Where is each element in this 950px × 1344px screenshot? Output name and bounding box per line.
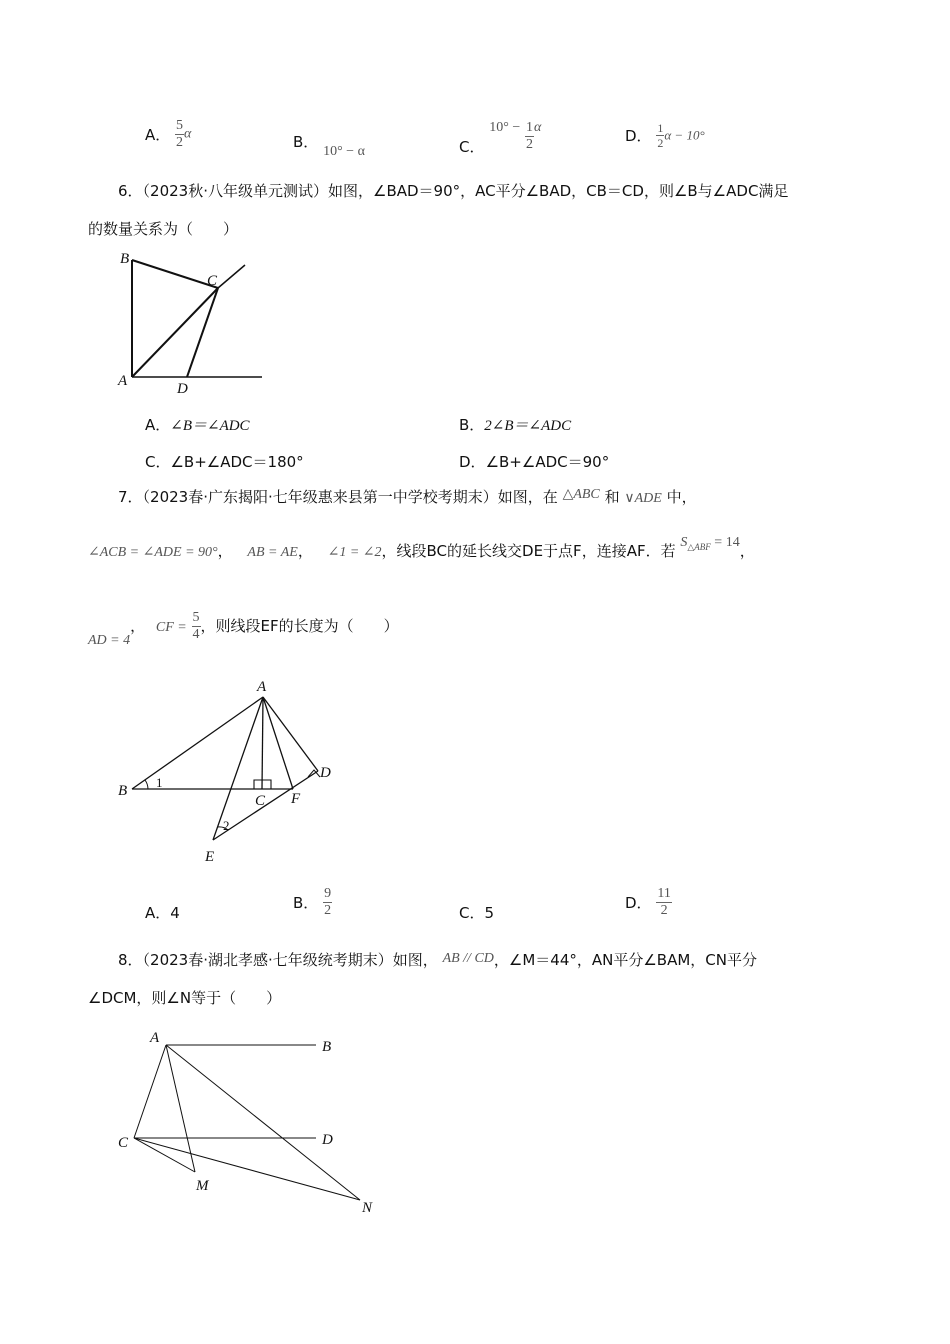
expression: 10° − α bbox=[323, 144, 365, 159]
q5-option-a[interactable] bbox=[145, 118, 191, 151]
q6-figure bbox=[110, 245, 280, 400]
fraction: $\frac{11}{2}$ bbox=[657, 886, 671, 918]
q6-option-b[interactable] bbox=[459, 414, 571, 435]
label-c: C bbox=[207, 273, 218, 289]
q6-option-d[interactable] bbox=[459, 451, 609, 472]
condition-ab-ae: AB = AE bbox=[247, 545, 298, 560]
label-c: C bbox=[118, 1135, 129, 1151]
q7-option-d[interactable] bbox=[625, 886, 672, 919]
question-source: （2023春·广东揭阳·七年级惠来县第一中学校考期末） bbox=[142, 488, 498, 506]
option-letter: A． bbox=[145, 904, 171, 922]
angle-1-label: 1 bbox=[156, 775, 163, 790]
option-text: 4 bbox=[170, 904, 180, 922]
option-letter: B． bbox=[459, 416, 485, 434]
area-expression: $S_{\triangle ABF} = 14$ bbox=[680, 535, 740, 552]
label-d: D bbox=[177, 381, 188, 397]
label-b: B bbox=[118, 783, 128, 799]
question-text: 中， bbox=[666, 488, 697, 506]
q7-option-b[interactable] bbox=[293, 886, 332, 919]
option-text: ∠B+∠ADC＝180° bbox=[170, 453, 304, 471]
label-c: C bbox=[255, 793, 266, 809]
question-number: 7． bbox=[118, 488, 143, 506]
question-source: （2023春·湖北孝感·七年级统考期末） bbox=[142, 951, 393, 969]
q7-option-c[interactable] bbox=[459, 902, 494, 923]
q5-option-c[interactable] bbox=[459, 120, 542, 156]
label-a: A bbox=[257, 679, 267, 695]
ad-length: AD = 4 bbox=[88, 633, 131, 648]
fraction: $\frac{9}{2}$ bbox=[324, 886, 332, 918]
question-text: 如图， bbox=[392, 951, 438, 969]
option-letter: B． bbox=[293, 894, 319, 912]
label-m: M bbox=[196, 1178, 209, 1194]
q7-stem-line1 bbox=[118, 486, 697, 507]
label-a: A bbox=[118, 373, 128, 389]
question-text: ，则线段EF的长度为（ ） bbox=[200, 617, 399, 635]
option-letter: A． bbox=[145, 416, 171, 434]
condition-angles: ∠ACB = ∠ADE = 90° bbox=[88, 545, 218, 560]
label-d: D bbox=[322, 1132, 333, 1148]
q6-stem-line1 bbox=[118, 180, 788, 201]
label-e: E bbox=[205, 849, 215, 865]
alpha: α bbox=[534, 120, 542, 135]
label-n: N bbox=[362, 1200, 373, 1216]
option-letter: C． bbox=[459, 138, 485, 156]
q7-stem-line3: AD = 4， CF = $\frac{5}{4}$ ，则线段EF的长度为（ ） bbox=[88, 610, 399, 648]
question-number: 8． bbox=[118, 951, 143, 969]
q6-stem-line2: 的数量关系为（ ） bbox=[88, 220, 239, 238]
option-letter: A． bbox=[145, 126, 171, 144]
fraction: $\frac{5}{4}$ bbox=[192, 610, 200, 642]
parallel-expr: AB // CD bbox=[442, 951, 494, 966]
label-d: D bbox=[320, 765, 331, 781]
q8-stem-line1 bbox=[118, 949, 757, 970]
option-letter: C． bbox=[459, 904, 485, 922]
fraction: $\frac{5}{2}$ bbox=[176, 118, 184, 150]
option-text: ∠B＝∠ADC bbox=[170, 418, 250, 434]
condition-angle12: ∠1 = ∠2 bbox=[327, 545, 382, 560]
question-text: 如图，在 bbox=[497, 488, 558, 506]
question-source: （2023秋·八年级单元测试） bbox=[142, 182, 328, 200]
q6-option-c[interactable] bbox=[145, 451, 304, 472]
fraction: $\frac{1}{2}$ bbox=[526, 120, 534, 152]
q8-figure bbox=[110, 1022, 380, 1222]
question-text: ，线段BC的延长线交DE于点F，连接AF．若 bbox=[381, 542, 676, 560]
option-letter: D． bbox=[625, 894, 652, 912]
q7-stem-line2: ∠ACB = ∠ADE = 90°， AB = AE， ∠1 = ∠2，线段BC的延长线交DE于点F，连接AF．若 $S_{\triangle ABF} = 14$， bbox=[88, 535, 755, 560]
triangle-ade: ∨ADE bbox=[624, 491, 662, 506]
label-a: A bbox=[150, 1030, 160, 1046]
option-letter: C． bbox=[145, 453, 171, 471]
expression: 10° − bbox=[489, 120, 521, 135]
question-text: 如图，∠BAD＝90°，AC平分∠BAD，CB＝CD，则∠B与∠ADC满足 bbox=[328, 182, 789, 200]
q7-option-a[interactable] bbox=[145, 902, 180, 923]
option-letter: D． bbox=[459, 453, 486, 471]
option-text: 5 bbox=[484, 904, 495, 922]
q5-option-d[interactable] bbox=[625, 121, 705, 150]
label-b: B bbox=[120, 251, 130, 267]
triangle-abc: △ABC bbox=[562, 487, 600, 502]
question-text: 和 bbox=[604, 488, 620, 506]
option-text: ∠B+∠ADC＝90° bbox=[485, 453, 610, 471]
label-b: B bbox=[322, 1039, 332, 1055]
question-number: 6． bbox=[118, 182, 143, 200]
q5-option-b[interactable] bbox=[293, 131, 365, 159]
q8-stem-line2: ∠DCM，则∠N等于（ ） bbox=[88, 989, 282, 1007]
label-f: F bbox=[291, 791, 301, 807]
cf-expr: CF = bbox=[155, 620, 187, 635]
alpha: α bbox=[184, 126, 192, 142]
q6-option-a[interactable] bbox=[145, 414, 250, 435]
option-text: 2∠B＝∠ADC bbox=[484, 418, 572, 434]
expression: α − 10° bbox=[664, 127, 705, 143]
angle-2-label: 2 bbox=[223, 818, 230, 833]
option-letter: D． bbox=[625, 127, 652, 145]
fraction: $\frac{1}{2}$ bbox=[657, 121, 664, 150]
option-letter: B． bbox=[293, 133, 319, 151]
q7-figure bbox=[110, 675, 350, 870]
question-text: ，∠M＝44°，AN平分∠BAM，CN平分 bbox=[493, 951, 758, 969]
